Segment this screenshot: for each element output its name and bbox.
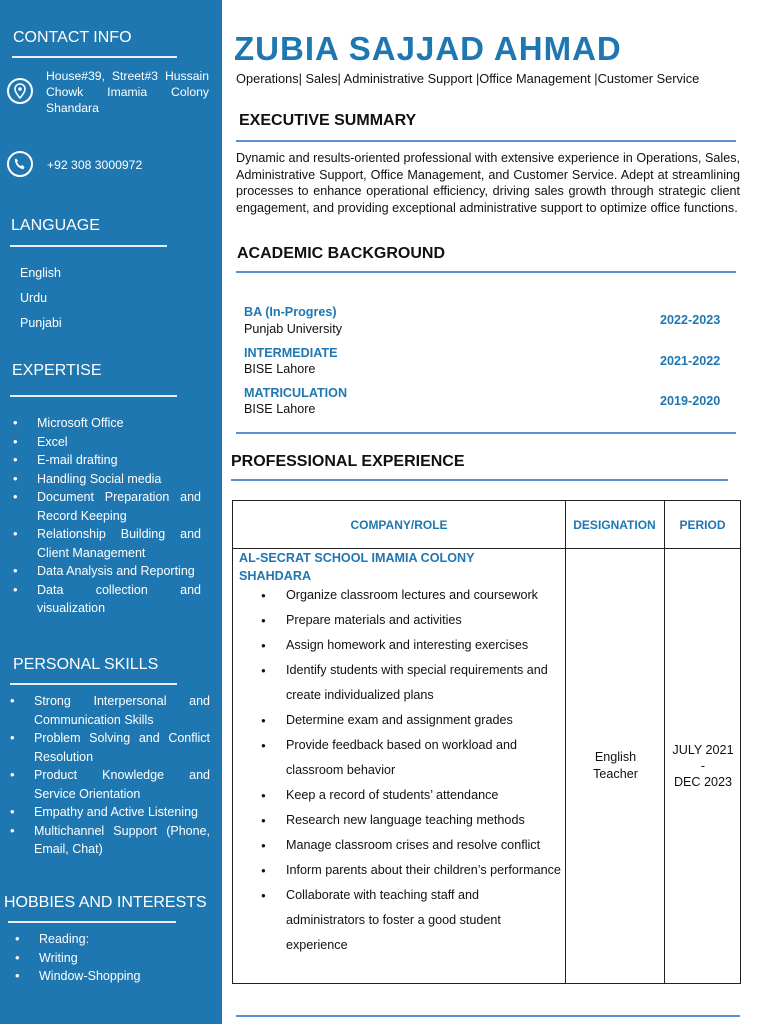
experience-heading: PROFESSIONAL EXPERIENCE bbox=[231, 453, 465, 470]
phone-icon bbox=[7, 151, 33, 177]
personal-skill-item: • Multichannel Support (Phone, Email, Chat) bbox=[10, 822, 210, 859]
expertise-list bbox=[13, 414, 201, 618]
expertise-heading: EXPERTISE bbox=[12, 362, 102, 379]
duty-item: ● Inform parents about their children’s performance bbox=[261, 858, 561, 883]
summary-text: Dynamic and results-oriented professional with extensive experience in Operations, Sales, Administrative Support, Office Management, and Customer Service. Adept at streamlining processes to enhance operational efficiency, driving sales growth through strategic client engagement, and providing exceptional administrative support to optimize office functions. bbox=[236, 151, 740, 215]
duty-item: ● Collaborate with teaching staff and administrators to foster a good student experience bbox=[261, 883, 561, 958]
hobbies-list bbox=[15, 930, 195, 986]
hobby-item: • Writing bbox=[15, 949, 195, 968]
period-end: DEC 2023 bbox=[673, 775, 733, 789]
table-column-divider bbox=[565, 501, 566, 983]
hobbies-divider bbox=[8, 921, 176, 923]
edu-institution: BISE Lahore bbox=[244, 402, 316, 416]
duty-item: ● Identify students with special requirements and create individualized plans bbox=[261, 658, 561, 708]
duty-item: ● Keep a record of students’ attendance bbox=[261, 783, 561, 808]
edu-degree: MATRICULATION bbox=[244, 386, 348, 400]
edu-years: 2019-2020 bbox=[660, 394, 721, 408]
sidebar bbox=[0, 0, 222, 1024]
column-header-period: PERIOD bbox=[679, 517, 726, 532]
language-item: Punjabi bbox=[20, 316, 62, 330]
expertise-item: • Relationship Building and Client Management bbox=[13, 525, 201, 562]
expertise-item: • Data Analysis and Reporting bbox=[13, 562, 201, 581]
language-divider bbox=[10, 245, 167, 247]
experience-divider bbox=[231, 479, 728, 481]
edu-degree: INTERMEDIATE bbox=[244, 346, 338, 360]
candidate-name: ZUBIA SAJJAD AHMAD bbox=[234, 30, 622, 67]
expertise-divider bbox=[10, 395, 177, 397]
expertise-item: • Data collection and visualization bbox=[13, 581, 201, 618]
period-start: JULY 2021 bbox=[672, 743, 734, 757]
column-header-designation: DESIGNATION bbox=[573, 517, 656, 532]
duty-list bbox=[261, 583, 561, 958]
duty-item: ● Manage classroom crises and resolve conflict bbox=[261, 833, 561, 858]
duty-item: ● Provide feedback based on workload and classroom behavior bbox=[261, 733, 561, 783]
designation-line: English bbox=[594, 750, 637, 764]
designation-line: Teacher bbox=[593, 767, 638, 781]
edu-years: 2022-2023 bbox=[660, 313, 721, 327]
duty-item: ● Organize classroom lectures and coursework bbox=[261, 583, 561, 608]
page-bottom-divider bbox=[236, 1015, 740, 1017]
hobby-item: • Window-Shopping bbox=[15, 967, 195, 986]
academic-heading: ACADEMIC BACKGROUND bbox=[237, 245, 445, 262]
expertise-item: • Handling Social media bbox=[13, 470, 201, 489]
language-list bbox=[20, 264, 62, 339]
personal-skills-list bbox=[10, 692, 210, 859]
column-header-company: COMPANY/ROLE bbox=[350, 517, 448, 532]
duty-item: ● Research new language teaching methods bbox=[261, 808, 561, 833]
academic-divider bbox=[236, 271, 736, 273]
employment-period bbox=[665, 742, 741, 790]
contact-phone: +92 308 3000972 bbox=[47, 158, 143, 172]
period-separator: - bbox=[700, 759, 706, 773]
contact-address: House#39, Street#3 Hussain Chowk Imamia Colony Shandara bbox=[46, 69, 209, 115]
hobby-item: • Reading: bbox=[15, 930, 195, 949]
experience-table bbox=[232, 500, 741, 984]
duty-item: ● Determine exam and assignment grades bbox=[261, 708, 561, 733]
location-pin-icon bbox=[7, 78, 33, 104]
personal-skills-divider bbox=[10, 683, 177, 685]
summary-heading: EXECUTIVE SUMMARY bbox=[239, 112, 417, 129]
expertise-item: • Microsoft Office bbox=[13, 414, 201, 433]
personal-skill-item: • Problem Solving and Conflict Resolution bbox=[10, 729, 210, 766]
language-heading: LANGUAGE bbox=[11, 217, 100, 234]
expertise-item: • Excel bbox=[13, 433, 201, 452]
edu-institution: BISE Lahore bbox=[244, 362, 316, 376]
hobbies-heading: HOBBIES AND INTERESTS bbox=[4, 894, 207, 911]
language-item: Urdu bbox=[20, 291, 48, 305]
contact-heading: CONTACT INFO bbox=[13, 29, 132, 46]
designation bbox=[566, 749, 665, 783]
personal-skill-item: • Product Knowledge and Service Orientation bbox=[10, 766, 210, 803]
duty-item: ● Prepare materials and activities bbox=[261, 608, 561, 633]
personal-skill-item: • Empathy and Active Listening bbox=[10, 803, 210, 822]
personal-skills-heading: PERSONAL SKILLS bbox=[13, 656, 159, 673]
duty-item: ● Assign homework and interesting exercises bbox=[261, 633, 561, 658]
tagline: Operations| Sales| Administrative Support |Office Management |Customer Service bbox=[236, 71, 700, 86]
language-item: English bbox=[20, 266, 61, 280]
expertise-item: • Document Preparation and Record Keeping bbox=[13, 488, 201, 525]
personal-skill-item: • Strong Interpersonal and Communication Skills bbox=[10, 692, 210, 729]
expertise-item: • E-mail drafting bbox=[13, 451, 201, 470]
contact-divider bbox=[12, 56, 177, 58]
summary-divider bbox=[236, 140, 736, 142]
edu-degree: BA (In-Progres) bbox=[244, 305, 337, 319]
company-name: AL-SECRAT SCHOOL IMAMIA COLONY SHAHDARA bbox=[239, 551, 475, 583]
edu-institution: Punjab University bbox=[244, 322, 342, 336]
edu-years: 2021-2022 bbox=[660, 354, 721, 368]
academic-bottom-divider bbox=[236, 432, 736, 434]
